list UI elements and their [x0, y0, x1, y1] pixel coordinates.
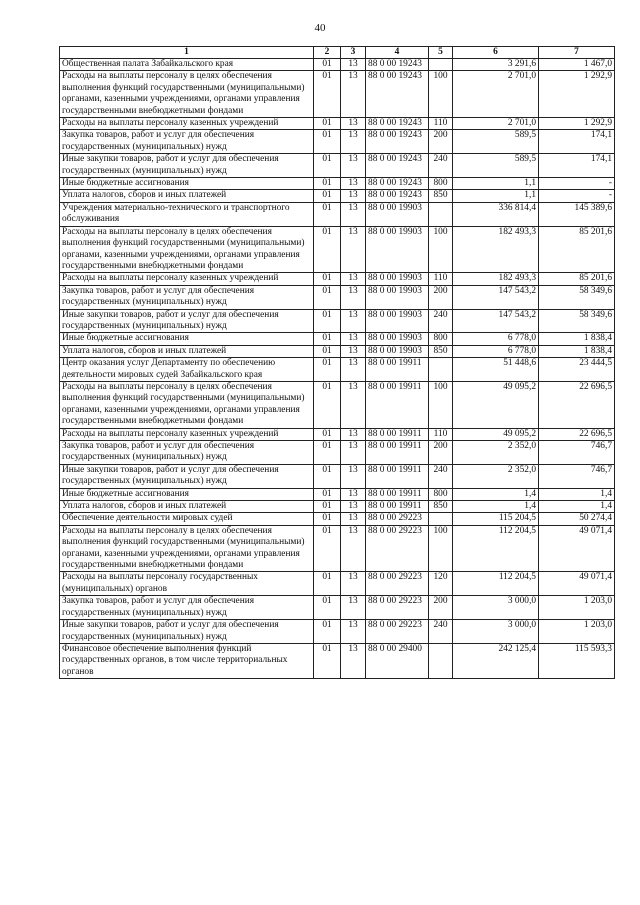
expense-type-code-cell: 120 — [429, 572, 453, 596]
amount-planned-cell: 6 778,0 — [453, 345, 539, 357]
table-row — [60, 333, 615, 345]
amount-executed-cell: 746,7 — [539, 464, 615, 488]
subsection-code-cell: 13 — [341, 620, 366, 644]
amount-planned-cell: 2 352,0 — [453, 441, 539, 465]
budget-table — [59, 46, 615, 679]
amount-planned-cell: 3 000,0 — [453, 620, 539, 644]
amount-executed-cell: 85 201,6 — [539, 273, 615, 285]
column-header-6: 6 — [453, 47, 539, 59]
target-item-code-cell: 88 0 00 19903 — [366, 285, 429, 309]
expense-name-cell: Расходы на выплаты персоналу в целях обеспечения выполнения функций государственными (муниципальными) органами, казенными учреждениями, органами управления государственными внебюджетными фондами — [60, 71, 314, 118]
subsection-code-cell: 13 — [341, 154, 366, 178]
section-code-cell: 01 — [314, 130, 341, 154]
table-row — [60, 59, 615, 71]
expense-type-code-cell: 850 — [429, 190, 453, 202]
target-item-code-cell: 88 0 00 19243 — [366, 190, 429, 202]
page-number: 40 — [314, 22, 326, 34]
amount-executed-cell: 58 349,6 — [539, 309, 615, 333]
expense-type-code-cell: 240 — [429, 620, 453, 644]
amount-executed-cell: 50 274,4 — [539, 513, 615, 525]
table-row — [60, 285, 615, 309]
column-header-4: 4 — [366, 47, 429, 59]
amount-planned-cell: 112 204,5 — [453, 572, 539, 596]
section-code-cell: 01 — [314, 273, 341, 285]
expense-type-code-cell — [429, 358, 453, 382]
subsection-code-cell: 13 — [341, 285, 366, 309]
amount-planned-cell: 147 543,2 — [453, 285, 539, 309]
section-code-cell: 01 — [314, 513, 341, 525]
table-row — [60, 501, 615, 513]
column-header-5: 5 — [429, 47, 453, 59]
section-code-cell: 01 — [314, 428, 341, 440]
expense-type-code-cell — [429, 59, 453, 71]
amount-executed-cell: 1 292,9 — [539, 118, 615, 130]
expense-name-cell: Обеспечение деятельности мировых судей — [60, 513, 314, 525]
target-item-code-cell: 88 0 00 29223 — [366, 513, 429, 525]
amount-executed-cell: 85 201,6 — [539, 226, 615, 273]
amount-planned-cell: 115 204,5 — [453, 513, 539, 525]
amount-planned-cell: 1,1 — [453, 190, 539, 202]
subsection-code-cell: 13 — [341, 273, 366, 285]
amount-planned-cell: 589,5 — [453, 130, 539, 154]
amount-planned-cell: 242 125,4 — [453, 643, 539, 678]
expense-name-cell: Закупка товаров, работ и услуг для обеспечения государственных (муниципальных) нужд — [60, 441, 314, 465]
target-item-code-cell: 88 0 00 19903 — [366, 309, 429, 333]
target-item-code-cell: 88 0 00 19911 — [366, 441, 429, 465]
section-code-cell: 01 — [314, 333, 341, 345]
expense-name-cell: Уплата налогов, сборов и иных платежей — [60, 345, 314, 357]
table-row — [60, 226, 615, 273]
subsection-code-cell: 13 — [341, 488, 366, 500]
target-item-code-cell: 88 0 00 29223 — [366, 620, 429, 644]
expense-name-cell: Уплата налогов, сборов и иных платежей — [60, 190, 314, 202]
table-row — [60, 118, 615, 130]
expense-name-cell: Иные бюджетные ассигнования — [60, 178, 314, 190]
target-item-code-cell: 88 0 00 19911 — [366, 464, 429, 488]
subsection-code-cell: 13 — [341, 118, 366, 130]
section-code-cell: 01 — [314, 178, 341, 190]
amount-planned-cell: 3 291,6 — [453, 59, 539, 71]
subsection-code-cell: 13 — [341, 464, 366, 488]
expense-type-code-cell — [429, 202, 453, 226]
expense-name-cell: Закупка товаров, работ и услуг для обеспечения государственных (муниципальных) нужд — [60, 596, 314, 620]
subsection-code-cell: 13 — [341, 178, 366, 190]
expense-type-code-cell: 850 — [429, 501, 453, 513]
expense-name-cell: Финансовое обеспечение выполнения функций государственных органов, в том числе территориальных органов — [60, 643, 314, 678]
amount-executed-cell: - — [539, 178, 615, 190]
expense-name-cell: Закупка товаров, работ и услуг для обеспечения государственных (муниципальных) нужд — [60, 285, 314, 309]
section-code-cell: 01 — [314, 345, 341, 357]
amount-planned-cell: 147 543,2 — [453, 309, 539, 333]
subsection-code-cell: 13 — [341, 501, 366, 513]
target-item-code-cell: 88 0 00 19243 — [366, 59, 429, 71]
target-item-code-cell: 88 0 00 29223 — [366, 572, 429, 596]
expense-name-cell: Расходы на выплаты персоналу казенных учреждений — [60, 428, 314, 440]
subsection-code-cell: 13 — [341, 130, 366, 154]
expense-type-code-cell: 100 — [429, 71, 453, 118]
amount-executed-cell: 22 696,5 — [539, 428, 615, 440]
table-row — [60, 154, 615, 178]
expense-name-cell: Закупка товаров, работ и услуг для обеспечения государственных (муниципальных) нужд — [60, 130, 314, 154]
target-item-code-cell: 88 0 00 29223 — [366, 596, 429, 620]
amount-planned-cell: 49 095,2 — [453, 428, 539, 440]
expense-name-cell: Расходы на выплаты персоналу казенных учреждений — [60, 118, 314, 130]
amount-executed-cell: 174,1 — [539, 154, 615, 178]
subsection-code-cell: 13 — [341, 190, 366, 202]
table-row — [60, 441, 615, 465]
subsection-code-cell: 13 — [341, 428, 366, 440]
section-code-cell: 01 — [314, 381, 341, 428]
expense-name-cell: Иные бюджетные ассигнования — [60, 333, 314, 345]
target-item-code-cell: 88 0 00 19911 — [366, 358, 429, 382]
amount-planned-cell: 112 204,5 — [453, 525, 539, 572]
expense-type-code-cell: 200 — [429, 596, 453, 620]
table-row — [60, 643, 615, 678]
section-code-cell: 01 — [314, 501, 341, 513]
amount-executed-cell: 1,4 — [539, 501, 615, 513]
target-item-code-cell: 88 0 00 19903 — [366, 273, 429, 285]
amount-planned-cell: 2 701,0 — [453, 118, 539, 130]
target-item-code-cell: 88 0 00 19911 — [366, 488, 429, 500]
amount-executed-cell: 23 444,5 — [539, 358, 615, 382]
target-item-code-cell: 88 0 00 29400 — [366, 643, 429, 678]
section-code-cell: 01 — [314, 226, 341, 273]
amount-planned-cell: 3 000,0 — [453, 596, 539, 620]
expense-type-code-cell — [429, 643, 453, 678]
subsection-code-cell: 13 — [341, 333, 366, 345]
amount-executed-cell: 49 071,4 — [539, 572, 615, 596]
amount-planned-cell: 6 778,0 — [453, 333, 539, 345]
amount-executed-cell: 115 593,3 — [539, 643, 615, 678]
table-row — [60, 345, 615, 357]
section-code-cell: 01 — [314, 285, 341, 309]
amount-planned-cell: 2 701,0 — [453, 71, 539, 118]
expense-type-code-cell: 100 — [429, 226, 453, 273]
table-row — [60, 488, 615, 500]
expense-name-cell: Центр оказания услуг Департаменту по обеспечению деятельности мировых судей Забайкальского края — [60, 358, 314, 382]
expense-name-cell: Расходы на выплаты персоналу в целях обеспечения выполнения функций государственными (муниципальными) органами, казенными учреждениями, органами управления государственными внебюджетными фондами — [60, 525, 314, 572]
amount-executed-cell: 1 203,0 — [539, 596, 615, 620]
amount-executed-cell: 1 467,0 — [539, 59, 615, 71]
expense-name-cell: Уплата налогов, сборов и иных платежей — [60, 501, 314, 513]
table-row — [60, 381, 615, 428]
amount-executed-cell: 145 389,6 — [539, 202, 615, 226]
table-row — [60, 572, 615, 596]
expense-name-cell: Иные закупки товаров, работ и услуг для обеспечения государственных (муниципальных) нужд — [60, 620, 314, 644]
section-code-cell: 01 — [314, 202, 341, 226]
table-row — [60, 202, 615, 226]
column-header-7: 7 — [539, 47, 615, 59]
amount-executed-cell: 1 838,4 — [539, 333, 615, 345]
amount-planned-cell: 1,4 — [453, 501, 539, 513]
expense-type-code-cell: 200 — [429, 285, 453, 309]
table-row — [60, 620, 615, 644]
table-row — [60, 273, 615, 285]
table-row — [60, 130, 615, 154]
expense-name-cell: Расходы на выплаты персоналу в целях обеспечения выполнения функций государственными (муниципальными) органами, казенными учреждениями, органами управления государственными внебюджетными фондами — [60, 381, 314, 428]
target-item-code-cell: 88 0 00 19243 — [366, 71, 429, 118]
amount-executed-cell: 1 838,4 — [539, 345, 615, 357]
target-item-code-cell: 88 0 00 19903 — [366, 333, 429, 345]
table-row — [60, 428, 615, 440]
expense-type-code-cell: 110 — [429, 428, 453, 440]
table-row — [60, 178, 615, 190]
expense-type-code-cell: 240 — [429, 309, 453, 333]
section-code-cell: 01 — [314, 620, 341, 644]
amount-executed-cell: 174,1 — [539, 130, 615, 154]
section-code-cell: 01 — [314, 309, 341, 333]
expense-type-code-cell: 800 — [429, 488, 453, 500]
subsection-code-cell: 13 — [341, 441, 366, 465]
subsection-code-cell: 13 — [341, 59, 366, 71]
target-item-code-cell: 88 0 00 29223 — [366, 525, 429, 572]
section-code-cell: 01 — [314, 596, 341, 620]
table-row — [60, 358, 615, 382]
subsection-code-cell: 13 — [341, 358, 366, 382]
expense-name-cell: Расходы на выплаты персоналу казенных учреждений — [60, 273, 314, 285]
target-item-code-cell: 88 0 00 19903 — [366, 202, 429, 226]
section-code-cell: 01 — [314, 190, 341, 202]
amount-planned-cell: 1,4 — [453, 488, 539, 500]
subsection-code-cell: 13 — [341, 525, 366, 572]
expense-type-code-cell: 850 — [429, 345, 453, 357]
amount-planned-cell: 589,5 — [453, 154, 539, 178]
section-code-cell: 01 — [314, 154, 341, 178]
column-header-1: 1 — [60, 47, 314, 59]
expense-type-code-cell: 100 — [429, 525, 453, 572]
section-code-cell: 01 — [314, 441, 341, 465]
section-code-cell: 01 — [314, 358, 341, 382]
subsection-code-cell: 13 — [341, 381, 366, 428]
subsection-code-cell: 13 — [341, 596, 366, 620]
table-row — [60, 596, 615, 620]
column-header-2: 2 — [314, 47, 341, 59]
amount-planned-cell: 2 352,0 — [453, 464, 539, 488]
subsection-code-cell: 13 — [341, 572, 366, 596]
expense-name-cell: Общественная палата Забайкальского края — [60, 59, 314, 71]
section-code-cell: 01 — [314, 488, 341, 500]
expense-name-cell: Учреждения материально-технического и транспортного обслуживания — [60, 202, 314, 226]
expense-name-cell: Иные бюджетные ассигнования — [60, 488, 314, 500]
subsection-code-cell: 13 — [341, 226, 366, 273]
expense-type-code-cell: 100 — [429, 381, 453, 428]
subsection-code-cell: 13 — [341, 202, 366, 226]
table-row — [60, 190, 615, 202]
section-code-cell: 01 — [314, 71, 341, 118]
amount-planned-cell: 182 493,3 — [453, 273, 539, 285]
expense-name-cell: Иные закупки товаров, работ и услуг для обеспечения государственных (муниципальных) нужд — [60, 464, 314, 488]
table-row — [60, 513, 615, 525]
amount-executed-cell: - — [539, 190, 615, 202]
expense-type-code-cell: 110 — [429, 273, 453, 285]
expense-name-cell: Иные закупки товаров, работ и услуг для обеспечения государственных (муниципальных) нужд — [60, 154, 314, 178]
amount-executed-cell: 1 203,0 — [539, 620, 615, 644]
amount-planned-cell: 182 493,3 — [453, 226, 539, 273]
amount-executed-cell: 58 349,6 — [539, 285, 615, 309]
table-row — [60, 309, 615, 333]
amount-executed-cell: 1 292,9 — [539, 71, 615, 118]
subsection-code-cell: 13 — [341, 513, 366, 525]
target-item-code-cell: 88 0 00 19243 — [366, 118, 429, 130]
target-item-code-cell: 88 0 00 19911 — [366, 501, 429, 513]
section-code-cell: 01 — [314, 118, 341, 130]
section-code-cell: 01 — [314, 59, 341, 71]
expense-type-code-cell: 800 — [429, 333, 453, 345]
expense-name-cell: Расходы на выплаты персоналу в целях обеспечения выполнения функций государственными (муниципальными) органами, казенными учреждениями, органами управления государственными внебюджетными фондами — [60, 226, 314, 273]
column-header-3: 3 — [341, 47, 366, 59]
section-code-cell: 01 — [314, 464, 341, 488]
target-item-code-cell: 88 0 00 19243 — [366, 178, 429, 190]
table-header-row — [60, 47, 615, 59]
target-item-code-cell: 88 0 00 19911 — [366, 381, 429, 428]
section-code-cell: 01 — [314, 572, 341, 596]
expense-type-code-cell: 110 — [429, 118, 453, 130]
expense-type-code-cell: 240 — [429, 154, 453, 178]
expense-type-code-cell — [429, 513, 453, 525]
subsection-code-cell: 13 — [341, 345, 366, 357]
subsection-code-cell: 13 — [341, 643, 366, 678]
target-item-code-cell: 88 0 00 19243 — [366, 130, 429, 154]
amount-planned-cell: 336 814,4 — [453, 202, 539, 226]
amount-executed-cell: 1,4 — [539, 488, 615, 500]
expense-name-cell: Расходы на выплаты персоналу государственных (муниципальных) органов — [60, 572, 314, 596]
subsection-code-cell: 13 — [341, 71, 366, 118]
expense-type-code-cell: 800 — [429, 178, 453, 190]
amount-executed-cell: 22 696,5 — [539, 381, 615, 428]
target-item-code-cell: 88 0 00 19243 — [366, 154, 429, 178]
table-body — [60, 59, 615, 679]
table-row — [60, 525, 615, 572]
amount-executed-cell: 746,7 — [539, 441, 615, 465]
expense-type-code-cell: 200 — [429, 130, 453, 154]
amount-planned-cell: 51 448,6 — [453, 358, 539, 382]
expense-type-code-cell: 240 — [429, 464, 453, 488]
target-item-code-cell: 88 0 00 19903 — [366, 345, 429, 357]
target-item-code-cell: 88 0 00 19911 — [366, 428, 429, 440]
section-code-cell: 01 — [314, 643, 341, 678]
amount-planned-cell: 1,1 — [453, 178, 539, 190]
table-row — [60, 464, 615, 488]
expense-name-cell: Иные закупки товаров, работ и услуг для обеспечения государственных (муниципальных) нужд — [60, 309, 314, 333]
target-item-code-cell: 88 0 00 19903 — [366, 226, 429, 273]
table-row — [60, 71, 615, 118]
amount-executed-cell: 49 071,4 — [539, 525, 615, 572]
subsection-code-cell: 13 — [341, 309, 366, 333]
expense-type-code-cell: 200 — [429, 441, 453, 465]
amount-planned-cell: 49 095,2 — [453, 381, 539, 428]
section-code-cell: 01 — [314, 525, 341, 572]
